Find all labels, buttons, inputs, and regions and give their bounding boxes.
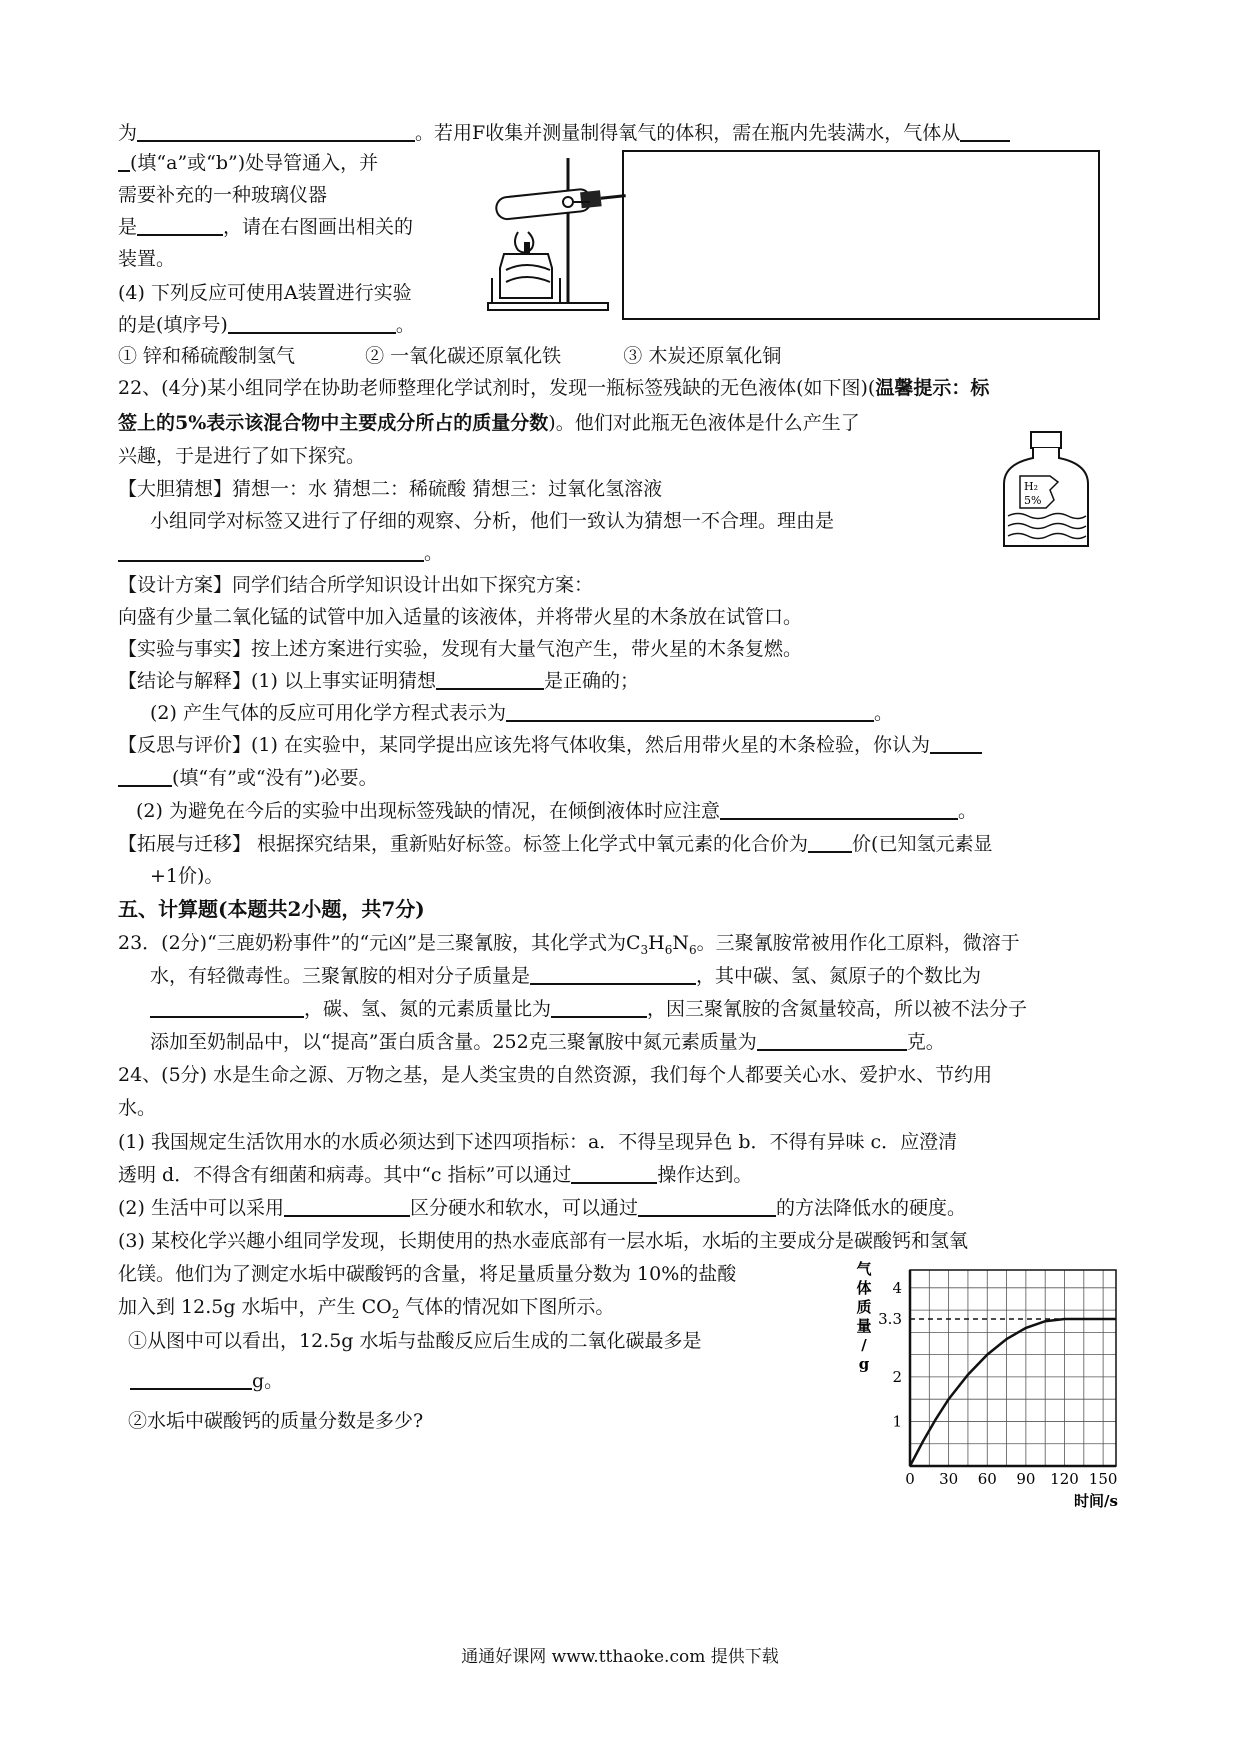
- answer-blank[interactable]: [436, 668, 544, 690]
- q22-tip-text: 签上的5%表示该混合物中主要成分所占的质量分数: [118, 412, 549, 434]
- y-tick-label: 1: [892, 1412, 902, 1431]
- co2-mass-chart: [846, 1256, 1136, 1516]
- y-axis-label-char: g: [858, 1355, 870, 1373]
- q21-line4-a: 是: [118, 216, 138, 238]
- q21-line4-b: ，请在右图画出相关的: [223, 216, 414, 238]
- answer-blank[interactable]: [137, 120, 415, 142]
- x-axis-label: 时间/s: [1074, 1492, 1118, 1510]
- q21-option-2: ② 一氧化碳还原氧化铁: [365, 345, 562, 367]
- x-tick-label: 60: [977, 1470, 997, 1488]
- answer-blank[interactable]: [130, 1368, 252, 1390]
- q22-extension-a: 【拓展与迁移】 根据探究结果，重新贴好标签。标签上化学式中氧元素的化合价为: [118, 833, 809, 855]
- q24-line8-a: 加入到 12.5g 水垢中，产生 CO: [118, 1296, 392, 1318]
- page-footer: 通通好课网 www.tthaoke.com 提供下载: [461, 1647, 779, 1667]
- q23-line2-b: ，其中碳、氢、氮原子的个数比为: [696, 965, 982, 987]
- y-tick-label: 3.3: [878, 1310, 902, 1328]
- answer-blank[interactable]: [137, 214, 223, 236]
- q21-line3: 需要补充的一种玻璃仪器: [118, 184, 328, 206]
- y-axis-label: [856, 1260, 872, 1373]
- q22-conclusion-a: 【结论与解释】(1) 以上事实证明猜想: [118, 670, 436, 692]
- q22-conclusion-b: 是正确的；: [543, 670, 639, 692]
- formula-sub: 6: [688, 942, 697, 957]
- q22-design-plan: 【设计方案】同学们结合所学知识设计出如下探究方案：: [118, 574, 594, 596]
- q24-line11: ②水垢中碳酸钙的质量分数是多少?: [128, 1410, 424, 1432]
- q23-line3-a: ，碳、氢、氮的元素质量比为: [304, 998, 552, 1020]
- reagent-bottle-figure: [1000, 430, 1092, 552]
- answer-blank[interactable]: [960, 120, 1010, 142]
- answer-blank[interactable]: [571, 1162, 657, 1184]
- q21-option-3: ③ 木炭还原氧化铜: [623, 345, 782, 367]
- q24-line8-b: 气体的情况如下图所示。: [399, 1296, 615, 1318]
- q22-reflection-3b: 。: [957, 800, 977, 822]
- q22-line2-b: )。他们对此瓶无色液体是什么产生了: [548, 412, 860, 434]
- answer-blank[interactable]: [118, 150, 130, 172]
- q24-line1: 24、(5分) 水是生命之源、万物之基，是人类宝贵的自然资源，我们每个人都要关心水、爱护水、节约用: [118, 1064, 993, 1086]
- answer-blank[interactable]: [808, 831, 852, 853]
- q22-reflection-2: (填“有”或“没有”)必要。: [172, 767, 378, 789]
- q24-line5-c: 的方法降低水的硬度。: [775, 1197, 966, 1219]
- q21-line6: (4) 下列反应可使用A装置进行实验: [118, 282, 412, 304]
- plot-frame: [910, 1270, 1116, 1466]
- y-axis-label-char: /: [861, 1336, 867, 1354]
- q24-line6: (3) 某校化学兴趣小组同学发现，长期使用的热水壶底部有一层水垢，水垢的主要成分是碳酸钙和氢氧: [118, 1230, 968, 1252]
- answer-blank[interactable]: [118, 765, 172, 787]
- q24-line5-a: (2) 生活中可以采用: [118, 1197, 284, 1219]
- q23-line4-a: 添加至奶制品中，以“提高”蛋白质含量。252克三聚氰胺中氮元素质量为: [150, 1031, 757, 1053]
- answer-blank[interactable]: [118, 540, 424, 562]
- y-axis-label-char: 气: [856, 1260, 872, 1278]
- q24-line4-a: 透明 d．不得含有细菌和病毒。其中“c 指标”可以通过: [118, 1164, 572, 1186]
- formula-sub: 3: [640, 942, 649, 957]
- q22-reflection-3a: (2) 为避免在今后的实验中出现标签残缺的情况，在倾倒液体时应注意: [136, 800, 720, 822]
- q22-line5: 小组同学对标签又进行了仔细的观察、分析，他们一致认为猜想一不合理。理由是: [150, 510, 835, 532]
- answer-blank[interactable]: [638, 1195, 776, 1217]
- q23-line1-b: 。三聚氰胺常被用作化工原料，微溶于: [696, 932, 1020, 954]
- q22-observations: 【实验与事实】按上述方案进行实验，发现有大量气泡产生，带火星的木条复燃。: [118, 638, 803, 660]
- q21-line7-b: 。: [395, 314, 415, 336]
- x-tick-label: 90: [1016, 1470, 1036, 1488]
- q21-line1-a: 为: [118, 122, 138, 144]
- q21-line7-a: 的是(填序号): [118, 314, 228, 336]
- q22-equation-b: 。: [873, 702, 893, 724]
- q21-line5: 装置。: [118, 248, 176, 270]
- drawing-answer-box[interactable]: [622, 150, 1100, 320]
- answer-blank[interactable]: [930, 732, 982, 754]
- y-axis-label-char: 量: [856, 1317, 872, 1335]
- answer-blank[interactable]: [228, 312, 396, 334]
- q22-line1-a: 22、(4分)某小组同学在协助老师整理化学试剂时，发现一瓶标签残缺的无色液体(如下图)(: [118, 377, 876, 399]
- chart-grid: [910, 1270, 1116, 1466]
- answer-blank[interactable]: [530, 963, 696, 985]
- formula-sub: 6: [664, 942, 673, 957]
- q22-extension-b: 价(已知氢元素显: [852, 833, 993, 855]
- q23-line1-a: 23．(2分)“三鹿奶粉事件”的“元凶”是三聚氰胺，其化学式为C: [118, 932, 641, 954]
- q22-tip-label: 温馨提示：标: [875, 377, 990, 399]
- y-tick-label: 2: [892, 1367, 902, 1386]
- q22-line6: 。: [424, 542, 444, 564]
- q24-line10: g。: [252, 1370, 284, 1392]
- q24-line3: (1) 我国规定生活饮用水的水质必须达到下述四项指标：a．不得呈现异色 b．不得有异味 c．应澄清: [118, 1131, 958, 1153]
- y-tick-label: 4: [892, 1278, 902, 1297]
- q23-line3-b: ，因三聚氰胺的含氮量较高，所以被不法分子: [647, 998, 1028, 1020]
- x-tick-label: 120: [1050, 1470, 1079, 1488]
- q24-line2: 水。: [118, 1097, 157, 1119]
- y-axis-label-char: 体: [856, 1279, 872, 1297]
- answer-blank[interactable]: [506, 700, 874, 722]
- bottle-label-percent: 5%: [1024, 494, 1042, 507]
- y-axis-label-char: 质: [856, 1298, 872, 1316]
- answer-blank[interactable]: [150, 996, 304, 1018]
- formula-sub: 2: [391, 1306, 400, 1321]
- q22-extension-c: +1价)。: [150, 865, 224, 887]
- q23-line2-a: 水，有轻微毒性。三聚氰胺的相对分子质量是: [150, 965, 531, 987]
- q21-option-1: ① 锌和稀硫酸制氢气: [118, 345, 296, 367]
- q21-line1-b: 。若用F收集并测量制得氧气的体积，需在瓶内先装满水，气体从: [415, 122, 961, 144]
- x-tick-label: 30: [939, 1470, 959, 1488]
- chart-axes: [910, 1270, 1116, 1466]
- q24-line4-b: 操作达到。: [657, 1164, 753, 1186]
- answer-blank[interactable]: [551, 996, 647, 1018]
- q22-procedure: 向盛有少量二氧化锰的试管中加入适量的该液体，并将带火星的木条放在试管口。: [118, 606, 803, 628]
- x-tick-label: 150: [1088, 1470, 1118, 1488]
- answer-blank[interactable]: [284, 1195, 410, 1217]
- section-title: 五、计算题(本题共2小题，共7分): [118, 897, 425, 921]
- answer-blank[interactable]: [757, 1029, 907, 1051]
- q22-reflection: 【反思与评价】(1) 在实验中，某同学提出应该先将气体收集，然后用带火星的木条检验，你认为: [118, 734, 930, 756]
- formula-element: H: [648, 932, 665, 954]
- formula-element: N: [672, 932, 689, 954]
- bottle-label-formula: H₂: [1024, 480, 1039, 493]
- q22-line3: 兴趣，于是进行了如下探究。: [118, 445, 366, 467]
- q22-hypotheses: 【大胆猜想】猜想一：水 猜想二：稀硫酸 猜想三：过氧化氢溶液: [118, 478, 663, 500]
- heating-apparatus-figure: [486, 158, 626, 314]
- answer-blank[interactable]: [720, 798, 958, 820]
- x-tick-label: 0: [905, 1470, 915, 1488]
- q22-equation-a: (2) 产生气体的反应可用化学方程式表示为: [150, 702, 506, 724]
- q24-line7: 化镁。他们为了测定水垢中碳酸钙的含量，将足量质量分数为 10%的盐酸: [118, 1263, 737, 1285]
- q24-line9: ①从图中可以看出，12.5g 水垢与盐酸反应后生成的二氧化碳最多是: [128, 1330, 702, 1352]
- q23-line4-b: 克。: [906, 1031, 945, 1053]
- q21-line2: (填“a”或“b”)处导管通入，并: [130, 152, 379, 174]
- q24-line5-b: 区分硬水和软水，可以通过: [409, 1197, 638, 1219]
